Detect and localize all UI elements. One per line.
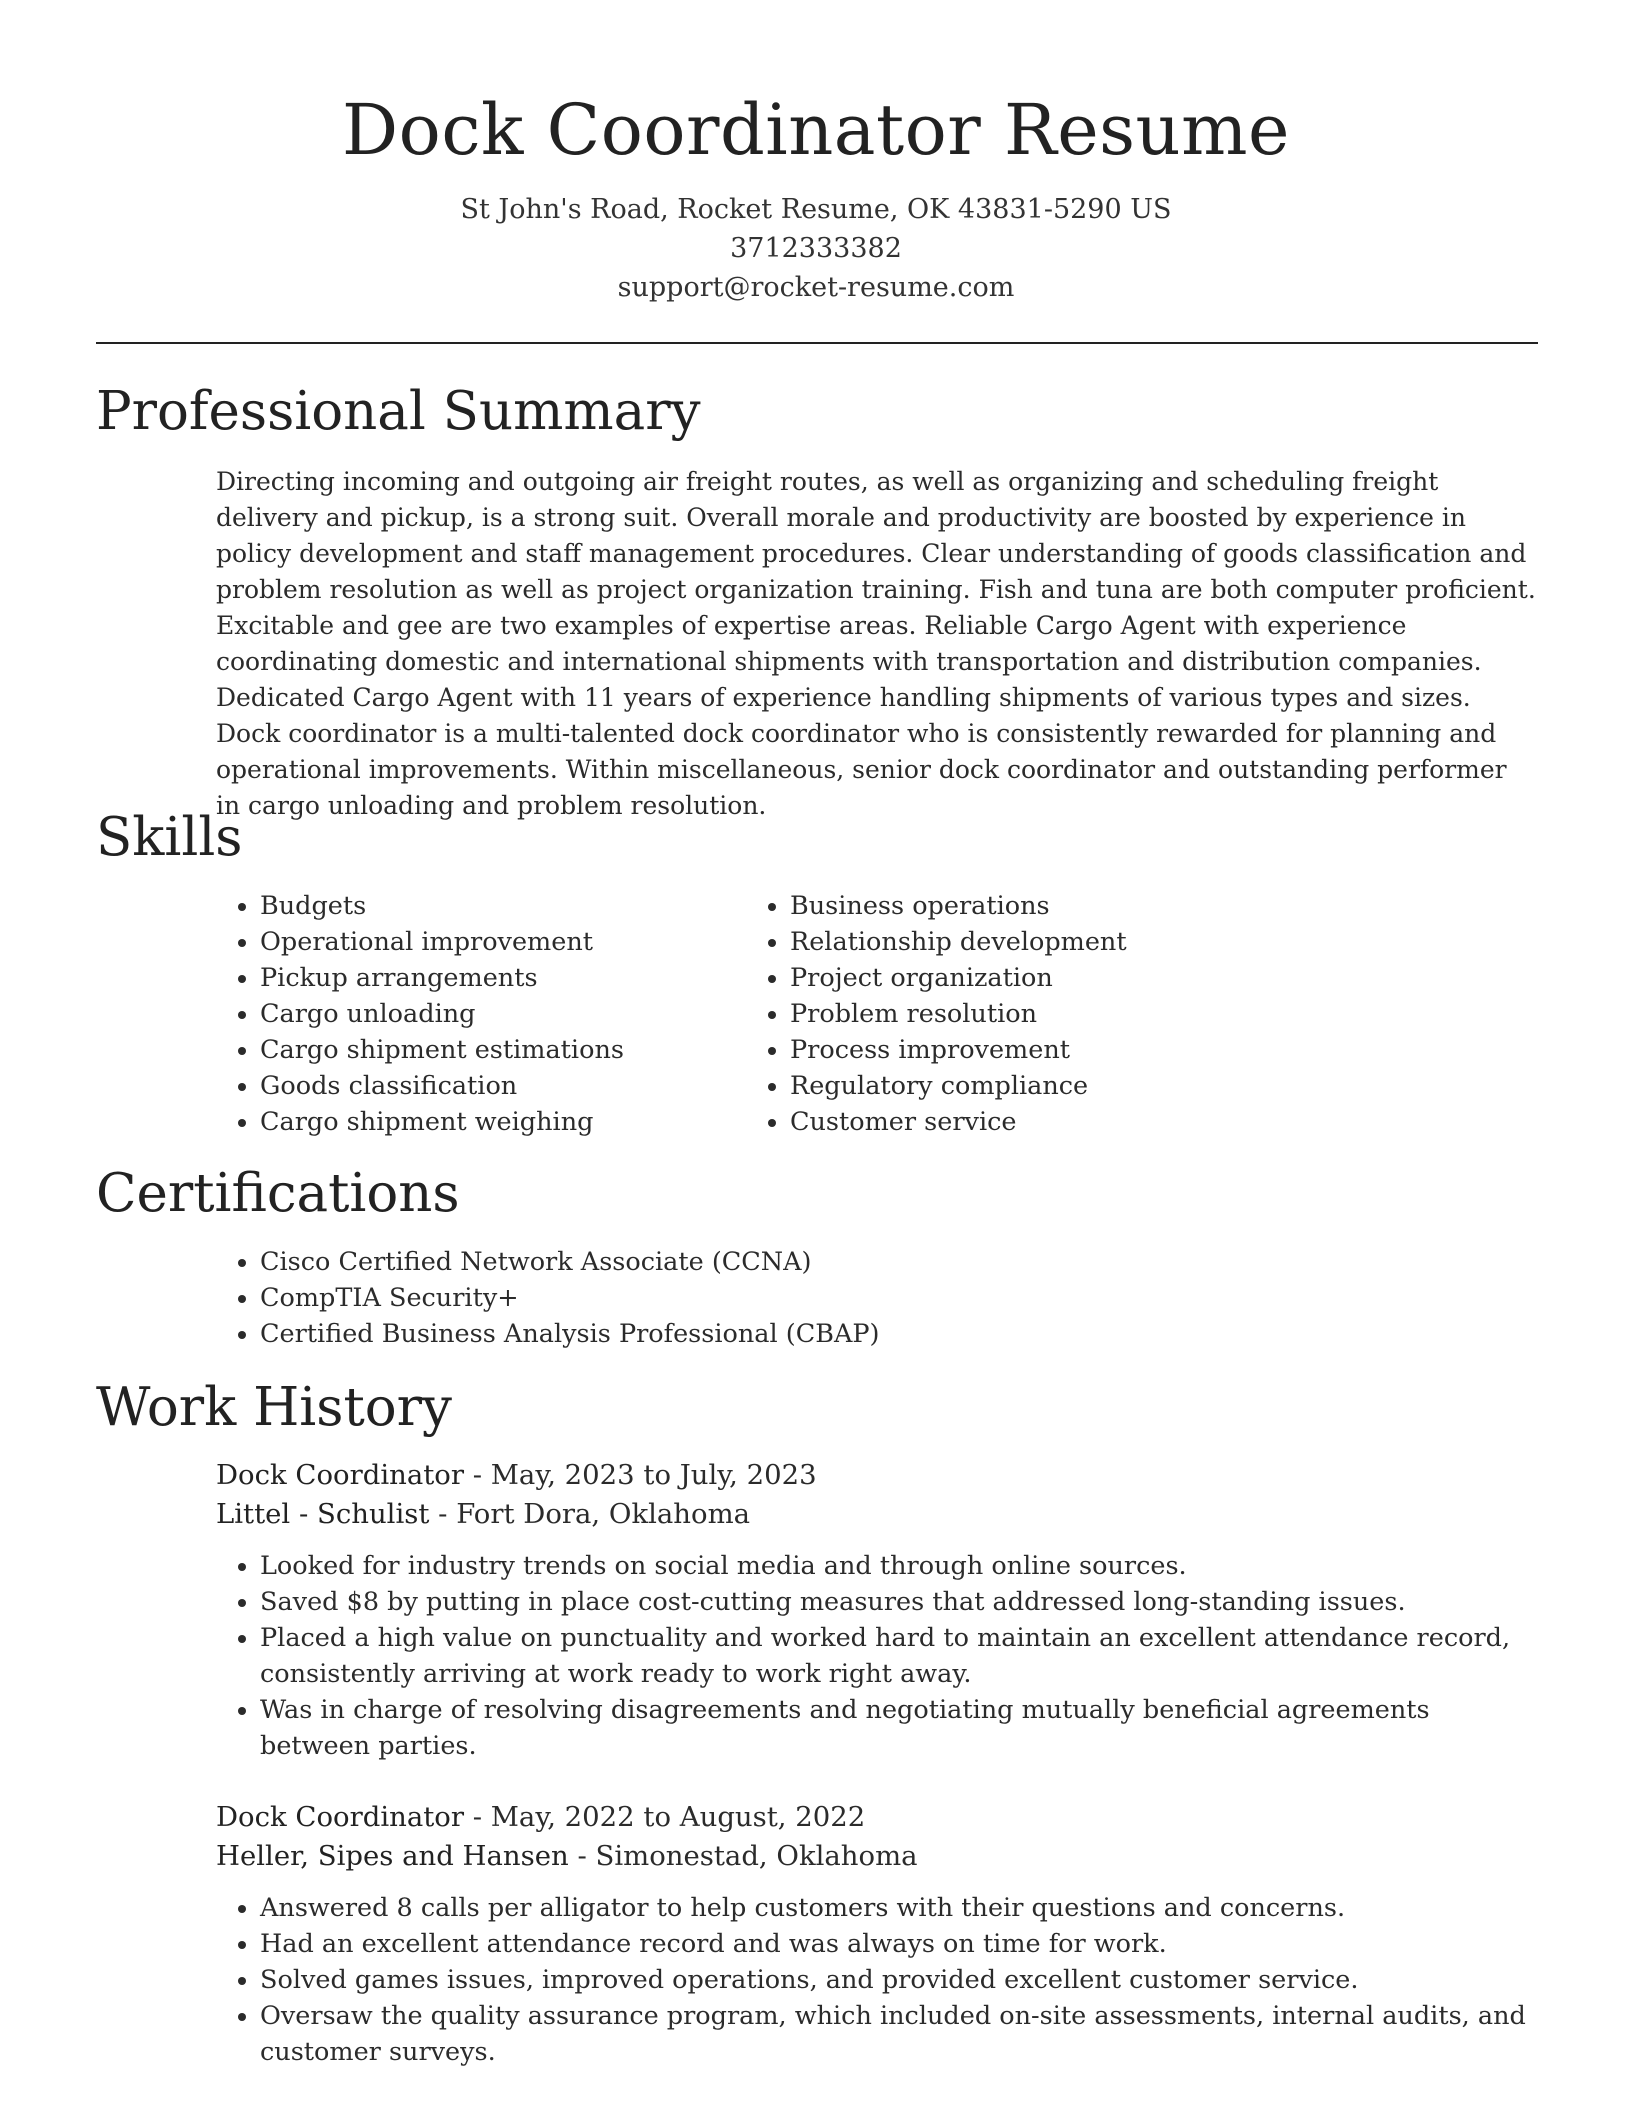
certifications-section: [96, 1162, 1538, 1352]
certifications-heading: Certifications: [96, 1163, 460, 1224]
certification-item: • Certified Business Analysis Professional (CBAP): [260, 1316, 1538, 1352]
work-history-section: [96, 1376, 1538, 2070]
work-history-heading: Work History: [96, 1377, 452, 1438]
job-bullet: • Looked for industry trends on social media and through online sources.: [260, 1548, 1538, 1584]
job-dates: - May, 2022 to August, 2022: [463, 1801, 866, 1833]
job-location: - Fort Dora, Oklahoma: [429, 1498, 751, 1530]
skill-item: • Cargo shipment estimations: [260, 1032, 746, 1068]
job-bullet: • Answered 8 calls per alligator to help customers with their questions and concerns.: [260, 1890, 1538, 1926]
job-bullet: • Saved $8 by putting in place cost-cutting measures that addressed long-standing issues.: [260, 1584, 1538, 1620]
resume-header: [0, 0, 1632, 307]
skill-item: • Project organization: [790, 960, 1127, 996]
job-bullet: • Placed a high value on punctuality and worked hard to maintain an excellent attendance record, consistently arriving at work ready to work right away.: [260, 1620, 1538, 1692]
skill-item: • Pickup arrangements: [260, 960, 746, 996]
skill-item: • Budgets: [260, 888, 746, 924]
contact-info: [0, 190, 1632, 307]
contact-address: St John's Road, Rocket Resume, OK 43831-5290 US: [460, 194, 1172, 225]
header-divider: [96, 342, 1538, 344]
skill-item: • Process improvement: [790, 1032, 1127, 1068]
job-bullets: [96, 1890, 1538, 2070]
contact-email: support@rocket-resume.com: [617, 272, 1015, 303]
certifications-list: [96, 1244, 1538, 1352]
job-company-line: [216, 1495, 1538, 1534]
job-entry: [96, 1456, 1538, 1764]
skills-list-left: [96, 888, 746, 1140]
job-dates: - May, 2023 to July, 2023: [463, 1459, 817, 1491]
job-bullet: • Solved games issues, improved operations, and provided excellent customer service.: [260, 1962, 1538, 1998]
job-location: - Simonestad, Oklahoma: [568, 1840, 918, 1872]
job-bullet: • Was in charge of resolving disagreements and negotiating mutually beneficial agreements between parties.: [260, 1692, 1538, 1764]
job-role: Dock Coordinator: [216, 1459, 464, 1491]
job-bullet: • Oversaw the quality assurance program, which included on-site assessments, internal audits, and customer surveys.: [260, 1998, 1538, 2070]
certification-item: • Cisco Certified Network Associate (CCNA): [260, 1244, 1538, 1280]
summary-section: [96, 380, 1538, 824]
job-title-line: [216, 1798, 1538, 1837]
skill-item: • Problem resolution: [790, 996, 1127, 1032]
skills-heading: Skills: [96, 807, 243, 868]
skill-item: • Operational improvement: [260, 924, 746, 960]
job-company: Heller, Sipes and Hansen: [216, 1840, 569, 1872]
skills-list-right: [746, 888, 1127, 1140]
summary-text: Directing incoming and outgoing air freight routes, as well as organizing and scheduling freight delivery and pickup, is a strong suit. Overall morale and productivity are boosted by experience in policy development and staff management procedures. Clear understanding of goods classification and problem resolution as well as project organization training. Fish and tuna are both computer proficient. Excitable and gee are two examples of expertise areas. Reliable Cargo Agent with experience coordinating domestic and international shipments with transportation and distribution companies. Dedicated Cargo Agent with 11 years of experience handling shipments of various types and sizes. Dock coordinator is a multi-talented dock coordinator who is consistently rewarded for planning and operational improvements. Within miscellaneous, senior dock coordinator and outstanding performer in cargo unloading and problem resolution.: [216, 467, 1536, 820]
job-company: Littel - Schulist: [216, 1498, 430, 1530]
certification-item: • CompTIA Security+: [260, 1280, 1538, 1316]
skill-item: • Cargo shipment weighing: [260, 1104, 746, 1140]
job-bullets: [96, 1548, 1538, 1764]
skill-item: • Relationship development: [790, 924, 1127, 960]
job-role: Dock Coordinator: [216, 1801, 464, 1833]
job-entry: [96, 1798, 1538, 2070]
skill-item: • Regulatory compliance: [790, 1068, 1127, 1104]
summary-heading: Professional Summary: [96, 381, 701, 442]
page-title: Dock Coordinator Resume: [342, 89, 1290, 171]
job-bullet: • Had an excellent attendance record and was always on time for work.: [260, 1926, 1538, 1962]
contact-phone: 3712333382: [730, 233, 902, 264]
skill-item: • Business operations: [790, 888, 1127, 924]
skills-columns: [96, 888, 1538, 1140]
skill-item: • Goods classification: [260, 1068, 746, 1104]
job-title-line: [216, 1456, 1538, 1495]
skill-item: • Cargo unloading: [260, 996, 746, 1032]
skill-item: • Customer service: [790, 1104, 1127, 1140]
skills-section: [96, 806, 1538, 1140]
job-company-line: [216, 1837, 1538, 1876]
